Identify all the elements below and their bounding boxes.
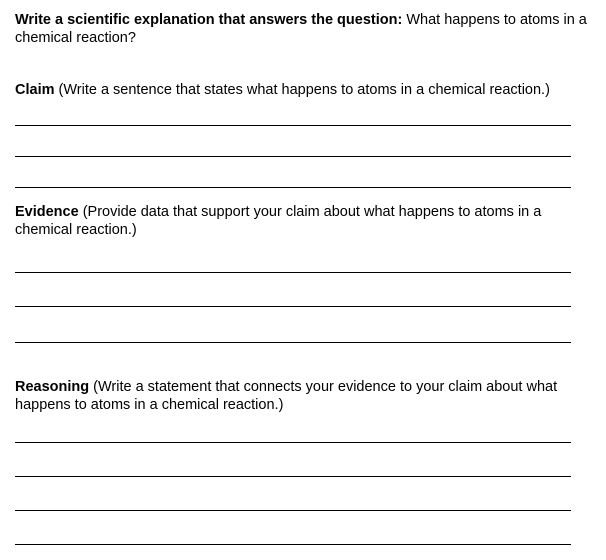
claim-answer-line-2[interactable] [15,156,571,157]
prompt-question: What happens to atoms in a chemical reaction? [15,12,587,46]
claim-heading: Claim [15,82,55,98]
evidence-answer-line-3[interactable] [15,342,571,343]
reasoning-answer-line-1[interactable] [15,442,571,443]
reasoning-answer-line-3[interactable] [15,510,571,511]
reasoning-section [15,378,600,414]
claim-section [15,81,600,99]
claim-answer-line-1[interactable] [15,125,571,126]
reasoning-answer-line-2[interactable] [15,476,571,477]
evidence-answer-line-1[interactable] [15,272,571,273]
evidence-answer-line-2[interactable] [15,306,571,307]
evidence-instruction: (Provide data that support your claim about what happens to atoms in a chemical reaction.) [15,204,542,238]
reasoning-instruction: (Write a statement that connects your evidence to your claim about what happens to atoms in a chemical reaction.) [15,379,558,413]
reasoning-heading: Reasoning [15,379,90,395]
reasoning-answer-line-4[interactable] [15,544,571,545]
prompt-lead: Write a scientific explanation that answers the question: [15,12,403,28]
evidence-section [15,203,600,239]
claim-instruction: (Write a sentence that states what happens to atoms in a chemical reaction.) [54,82,550,98]
evidence-heading: Evidence [15,204,79,220]
claim-answer-line-3[interactable] [15,187,571,188]
prompt-text [15,11,600,47]
